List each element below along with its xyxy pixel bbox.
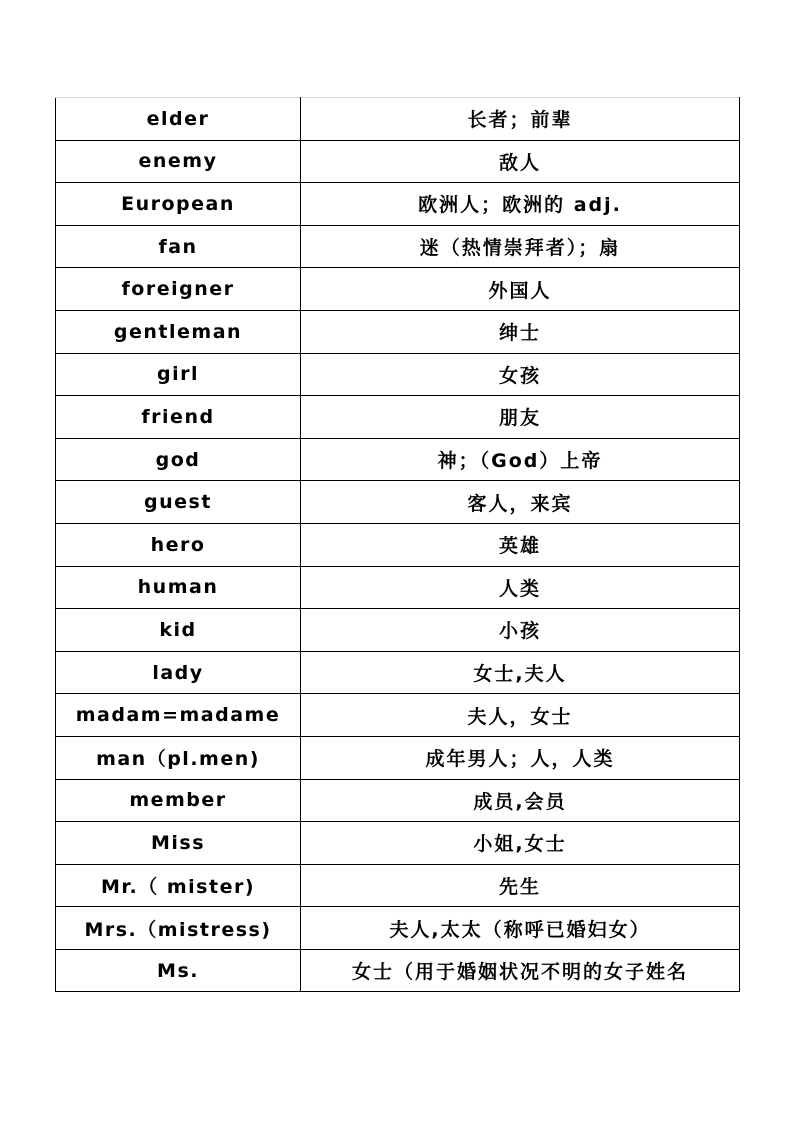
english-word: kid — [56, 609, 301, 652]
chinese-meaning: 绅士 — [301, 310, 740, 353]
table-row — [56, 438, 740, 481]
table-row — [56, 864, 740, 907]
table-row — [56, 353, 740, 396]
english-word: enemy — [56, 140, 301, 183]
chinese-meaning: 英雄 — [301, 523, 740, 566]
english-word: human — [56, 566, 301, 609]
english-word: guest — [56, 481, 301, 524]
english-word: Miss — [56, 822, 301, 865]
english-word: Mrs.（mistress) — [56, 907, 301, 950]
chinese-meaning: 朋友 — [301, 396, 740, 439]
chinese-meaning: 小姐,女士 — [301, 822, 740, 865]
table-row — [56, 779, 740, 822]
english-word: European — [56, 183, 301, 226]
table-row — [56, 268, 740, 311]
chinese-meaning: 敌人 — [301, 140, 740, 183]
english-word: elder — [56, 98, 301, 141]
chinese-meaning: 迷（热情崇拜者）；扇 — [301, 225, 740, 268]
english-word: foreigner — [56, 268, 301, 311]
chinese-meaning: 成员,会员 — [301, 779, 740, 822]
table-row — [56, 225, 740, 268]
chinese-meaning: 夫人，女士 — [301, 694, 740, 737]
table-row — [56, 98, 740, 141]
table-row — [56, 736, 740, 779]
table-row — [56, 651, 740, 694]
chinese-meaning: 女士（用于婚姻状况不明的女子姓名 — [301, 949, 740, 992]
english-word: Ms. — [56, 949, 301, 992]
table-row — [56, 694, 740, 737]
table-row — [56, 481, 740, 524]
english-word: member — [56, 779, 301, 822]
english-word: fan — [56, 225, 301, 268]
chinese-meaning: 成年男人；人，人类 — [301, 736, 740, 779]
table-row — [56, 822, 740, 865]
table-row — [56, 310, 740, 353]
chinese-meaning: 长者；前辈 — [301, 98, 740, 141]
chinese-meaning: 先生 — [301, 864, 740, 907]
chinese-meaning: 夫人,太太（称呼已婚妇女） — [301, 907, 740, 950]
chinese-meaning: 女士,夫人 — [301, 651, 740, 694]
english-word: man（pl.men) — [56, 736, 301, 779]
english-word: friend — [56, 396, 301, 439]
english-word: hero — [56, 523, 301, 566]
table-row — [56, 140, 740, 183]
table-row — [56, 907, 740, 950]
table-row — [56, 523, 740, 566]
chinese-meaning: 人类 — [301, 566, 740, 609]
chinese-meaning: 神；（God）上帝 — [301, 438, 740, 481]
chinese-meaning: 外国人 — [301, 268, 740, 311]
english-word: Mr.（ mister) — [56, 864, 301, 907]
chinese-meaning: 小孩 — [301, 609, 740, 652]
table-row — [56, 609, 740, 652]
chinese-meaning: 欧洲人；欧洲的 adj. — [301, 183, 740, 226]
english-word: god — [56, 438, 301, 481]
table-row — [56, 949, 740, 992]
english-word: lady — [56, 651, 301, 694]
english-word: gentleman — [56, 310, 301, 353]
chinese-meaning: 女孩 — [301, 353, 740, 396]
english-word: girl — [56, 353, 301, 396]
vocabulary-table — [55, 97, 740, 992]
english-word: madam=madame — [56, 694, 301, 737]
table-row — [56, 396, 740, 439]
chinese-meaning: 客人，来宾 — [301, 481, 740, 524]
table-row — [56, 566, 740, 609]
table-row — [56, 183, 740, 226]
